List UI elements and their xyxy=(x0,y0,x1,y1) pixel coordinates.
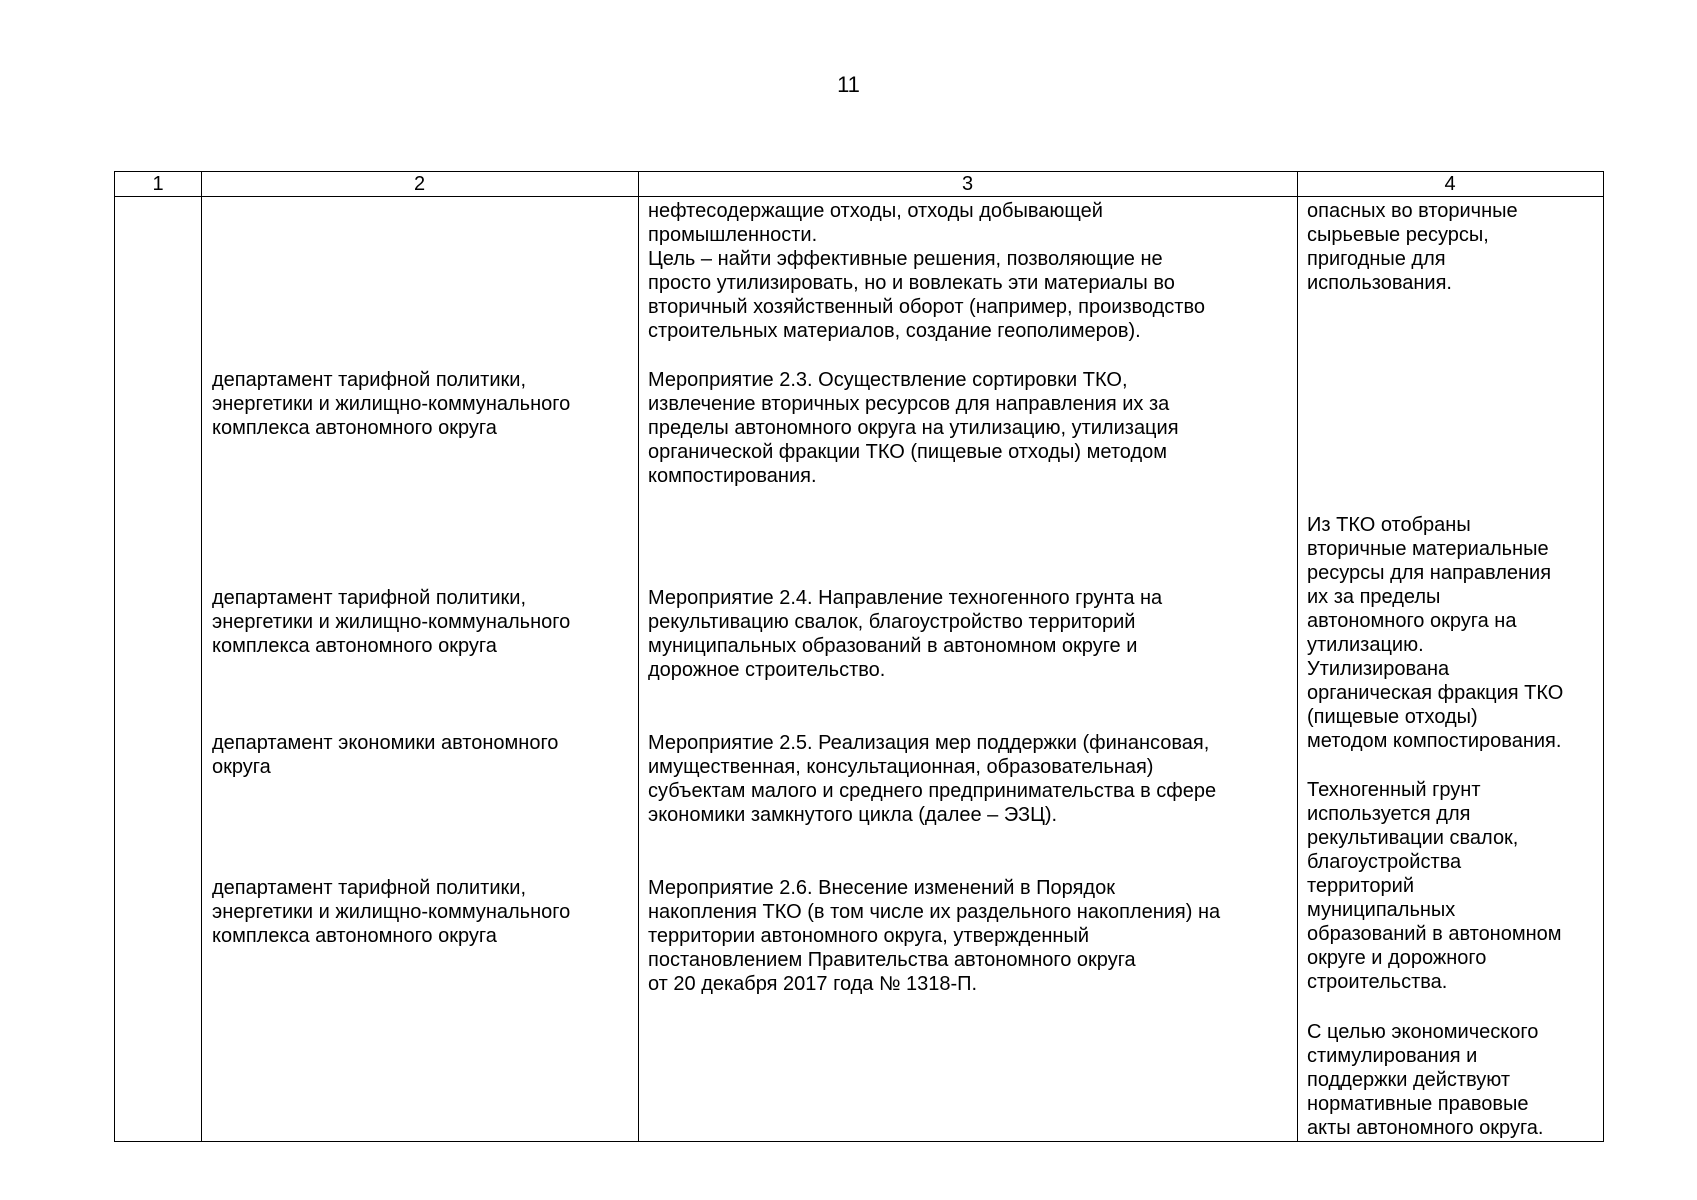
responsible-department: департамент тарифной политики, энергетики и жилищно-коммунального комплекса автономного округа xyxy=(212,369,571,439)
measures-table xyxy=(114,171,1604,1142)
measure-description: Мероприятие 2.5. Реализация мер поддержки (финансовая, имущественная, консультационная, образовательная) субъектам малого и среднего предпринимательства в сфере экономики замкнутого цикла (далее – ЭЗЦ). xyxy=(648,732,1217,826)
column-divider xyxy=(201,172,202,1141)
header-col-1: 1 xyxy=(115,172,201,197)
expected-result: Из ТКО отобраны вторичные материальные ресурсы для направления их за пределы автономного округа на утилизацию. Утилизирована органическая фракция ТКО (пищевые отходы) методом компостирования. xyxy=(1307,514,1564,752)
measure-description: Мероприятие 2.4. Направление техногенного грунта на рекультивацию свалок, благоустройство территорий муниципальных образований в автономном округе и дорожное строительство. xyxy=(648,587,1163,681)
measure-description: Мероприятие 2.3. Осуществление сортировки ТКО, извлечение вторичных ресурсов для направления их за пределы автономного округа на утилизацию, утилизация органической фракции ТКО (пищевые отходы) методом компостирования. xyxy=(648,369,1179,487)
header-col-2: 2 xyxy=(201,172,638,197)
expected-result: опасных во вторичные сырьевые ресурсы, пригодные для использования. xyxy=(1307,200,1518,294)
column-divider xyxy=(638,172,639,1141)
responsible-department: департамент тарифной политики, энергетики и жилищно-коммунального комплекса автономного округа xyxy=(212,587,571,657)
responsible-department: департамент экономики автономного округа xyxy=(212,732,559,778)
responsible-department: департамент тарифной политики, энергетики и жилищно-коммунального комплекса автономного округа xyxy=(212,877,571,947)
measure-description: нефтесодержащие отходы, отходы добывающей промышленности. Цель – найти эффективные решения, позволяющие не просто утилизировать, но и вовлекать эти материалы во вторичный хозяйственный оборот (например, производство строительных материалов, создание геополимеров). xyxy=(648,200,1205,342)
column-divider xyxy=(1297,172,1298,1141)
measure-description: Мероприятие 2.6. Внесение изменений в Порядок накопления ТКО (в том числе их раздельного накопления) на территории автономного округа, утвержденный постановлением Правительства автономного округа от 20 декабря 2017 года № 1318-П. xyxy=(648,877,1221,995)
expected-result: С целью экономического стимулирования и поддержки действуют нормативные правовые акты автономного округа. xyxy=(1307,1021,1544,1139)
header-col-4: 4 xyxy=(1297,172,1603,197)
header-col-3: 3 xyxy=(638,172,1297,197)
page-number: 11 xyxy=(837,72,860,97)
expected-result: Техногенный грунт используется для рекультивации свалок, благоустройства территорий муниципальных образований в автономном округе и дорожного строительства. xyxy=(1307,779,1562,993)
